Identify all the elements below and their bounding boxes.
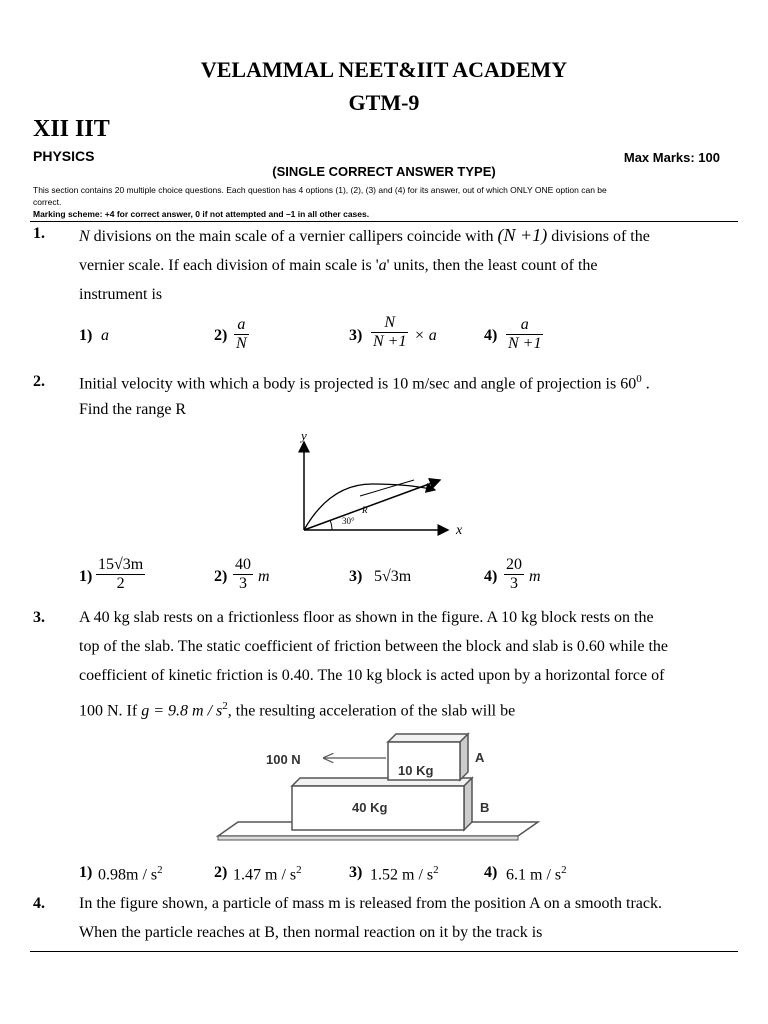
option-fraction: $\frac{a}{N +1}$ — [508, 316, 542, 352]
max-marks: Max Marks: 100 — [623, 150, 720, 165]
question-number: 4. — [33, 895, 45, 912]
marking-scheme: Marking scheme: +4 for correct answer, 0 if not attempted and –1 in all other cases. — [33, 209, 370, 219]
option-fraction: $\frac{15√3m}{2}$ — [98, 556, 144, 592]
projectile-figure — [290, 428, 480, 540]
option-tail: m — [258, 568, 270, 585]
option-label: 3) — [349, 327, 363, 344]
force-label: 100 N — [266, 752, 301, 767]
option-label: 4) — [484, 568, 498, 585]
slab-label: 40 Kg — [352, 800, 388, 815]
question-text-line: coefficient of kinetic friction is 0.40. The 10 kg block is acted upon by a horizontal force of — [79, 667, 665, 684]
option-value: 5√3m — [374, 568, 412, 585]
option-value: 1.52 m / $s^2$ — [370, 864, 439, 884]
option-value: 6.1 m / $s^2$ — [506, 864, 567, 884]
footer-divider — [30, 951, 738, 952]
question-text-line: N divisions on the main scale of a vernier callipers coincide with (N +1) divisions of the — [79, 225, 650, 245]
option-value: $0.98m / s^2$ — [98, 864, 163, 884]
option-fraction: $\frac{40}{3}$ — [235, 556, 251, 592]
section-type: (SINGLE CORRECT ANSWER TYPE) — [272, 164, 496, 179]
question-text-line: Initial velocity with which a body is projected is 10 m/sec and angle of projection is $60^0$ . — [79, 373, 650, 393]
instructions-cont: correct. — [33, 197, 62, 207]
question-text-line: top of the slab. The static coefficient of friction between the block and slab is 0.60 while the — [79, 638, 669, 655]
option-label: 4) — [484, 864, 498, 881]
question-text-line: In the figure shown, a particle of mass m is released from the position A on a smooth track. — [79, 895, 662, 912]
header-divider — [30, 221, 738, 222]
option-fraction: $\frac{20}{3}$ — [506, 556, 522, 592]
option-tail: × a — [414, 327, 437, 344]
range-label: R — [362, 505, 368, 515]
block-top — [388, 734, 468, 742]
question-text-line: A 40 kg slab rests on a frictionless floor as shown in the figure. A 10 kg block rests on the — [79, 609, 654, 626]
slab-block-figure — [200, 730, 560, 850]
x-axis-label: x — [456, 523, 463, 538]
label-a: A — [475, 750, 485, 765]
option-label: 1) — [79, 327, 93, 344]
y-axis-label: y — [301, 428, 307, 443]
question-number: 3. — [33, 609, 45, 626]
institute-title: VELAMMAL NEET&IIT ACADEMY — [200, 57, 568, 82]
question-text-line: Find the range R — [79, 401, 187, 418]
block-side — [460, 734, 468, 780]
option-label: 2) — [214, 327, 228, 344]
block-label: 10 Kg — [398, 763, 434, 778]
option-label: 2) — [214, 864, 228, 881]
option-label: 2) — [214, 568, 228, 585]
instructions: This section contains 20 multiple choice questions. Each question has 4 options (1), (2), (3) and (4) for its answer, out of which ONLY ONE option can be — [33, 185, 607, 195]
class-label: XII IIT — [33, 116, 110, 142]
angle-arc — [330, 520, 332, 530]
floor-edge — [218, 836, 518, 840]
option-fraction: $\frac{N}{N +1}$ — [373, 314, 407, 350]
question-number: 1. — [33, 225, 45, 242]
option-tail: m — [529, 568, 541, 585]
option-fraction: $\frac{a}{N}$ — [236, 316, 247, 352]
question-text-line: When the particle reaches at B, then normal reaction on it by the track is — [79, 924, 543, 941]
option-label: 1) — [79, 568, 93, 585]
question-number: 2. — [33, 373, 45, 390]
question-text-line: vernier scale. If each division of main scale is 'a' units, then the least count of the — [79, 257, 598, 274]
option-label: 3) — [349, 864, 363, 881]
question-text-line: instrument is — [79, 286, 163, 303]
angle-label: 30° — [342, 516, 355, 526]
slab-side — [464, 778, 472, 830]
trajectory-line — [360, 480, 414, 496]
question-text-line: 100 N. If g = 9.8 m / $s^2$, the resulting acceleration of the slab will be — [79, 700, 516, 720]
option-label: 3) — [349, 568, 363, 585]
option-label: 1) — [79, 864, 93, 881]
exam-title: GTM-9 — [348, 90, 420, 115]
option-value: a — [101, 327, 109, 344]
subject-label: PHYSICS — [33, 148, 95, 164]
option-value: 1.47 m / $s^2$ — [233, 864, 302, 884]
label-b: B — [480, 800, 490, 815]
option-label: 4) — [484, 327, 498, 344]
